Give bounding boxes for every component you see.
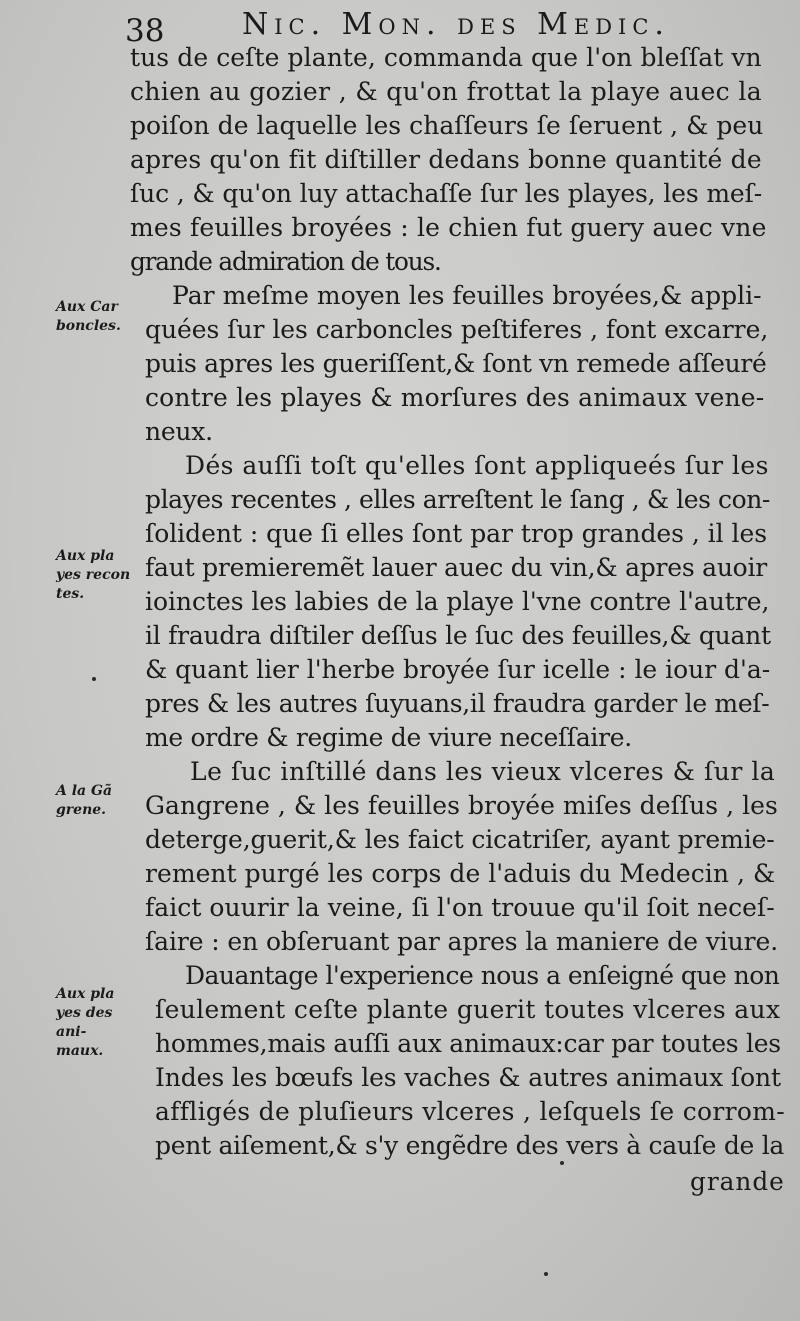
text-line: ſolident : que ſi elles ſont par trop grandes , il les xyxy=(145,519,767,548)
text-line: pent aiſement,& s'y engẽdre des vers à cauſe de la xyxy=(155,1131,785,1160)
marginal-note xyxy=(56,298,121,336)
ink-speck xyxy=(560,1161,564,1165)
text-line: quées ſur les carboncles peſtiferes , font excarre, xyxy=(145,315,769,344)
catchword: grande xyxy=(690,1167,785,1196)
marginal-note-line: Aux pla xyxy=(56,986,115,1002)
text-line: Le ſuc inſtillé dans les vieux vlceres & ſur la xyxy=(190,757,776,786)
marginal-note-line: Aux Car xyxy=(56,299,118,315)
ink-speck xyxy=(544,1272,548,1276)
text-line: deterge,guerit,& les faict cicatriſer, ayant premie- xyxy=(145,825,775,854)
marginal-note xyxy=(56,782,112,820)
marginal-note-line: ani- xyxy=(56,1024,87,1040)
text-line: pres & les autres ſuyuans,il fraudra garder le meſ- xyxy=(145,689,770,718)
text-line: playes recentes , elles arreſtent le ſang , & les con- xyxy=(145,485,770,514)
text-line: faict ouurir la veine, ſi l'on trouue qu'il ſoit neceſ- xyxy=(145,893,775,922)
text-line: ſuc , & qu'on luy attachaſſe ſur les playes, les meſ- xyxy=(130,179,763,208)
ink-speck xyxy=(92,677,96,681)
text-line: tus de ceſte plante, commanda que l'on bleſſat vn xyxy=(130,43,762,72)
text-line: me ordre & regime de viure neceſſaire. xyxy=(145,723,632,752)
marginal-note-line: yes des xyxy=(56,1005,113,1021)
text-line: mes feuilles broyées : le chien fut guery auec vne xyxy=(130,213,767,242)
text-line: apres qu'on fit diſtiller dedans bonne quantité de xyxy=(130,145,762,174)
text-line: grande admiration de tous. xyxy=(130,247,441,276)
marginal-note xyxy=(56,985,114,1061)
running-head: Nic. Mon. des Medic. xyxy=(242,7,670,42)
text-line: ioinctes les labies de la playe l'vne contre l'autre, xyxy=(145,587,770,616)
text-line: contre les playes & morſures des animaux vene- xyxy=(145,383,765,412)
text-line: chien au gozier , & qu'on frottat la playe auec la xyxy=(130,77,762,106)
marginal-note-line: boncles. xyxy=(56,318,121,334)
text-line: ſeulement ceſte plante guerit toutes vlceres aux xyxy=(155,995,781,1024)
text-line: & quant lier l'herbe broyée ſur icelle : le iour d'a- xyxy=(145,655,771,684)
text-line: Indes les bœufs les vaches & autres animaux ſont xyxy=(155,1063,781,1092)
text-line: faut premieremẽt lauer auec du vin,& apres auoir xyxy=(145,553,767,582)
text-line: il fraudra diſtiler deſſus le ſuc des feuilles,& quant xyxy=(145,621,771,650)
text-line: puis apres les gueriſſent,& ſont vn remede aſſeuré xyxy=(145,349,767,378)
marginal-note xyxy=(56,547,130,604)
text-line: Gangrene , & les feuilles broyée miſes deſſus , les xyxy=(145,791,778,820)
marginal-note-line: maux. xyxy=(56,1043,104,1059)
text-line: rement purgé les corps de l'aduis du Medecin , & xyxy=(145,859,776,888)
text-line: hommes,mais auſſi aux animaux:car par toutes les xyxy=(155,1029,781,1058)
marginal-note-line: yes recon xyxy=(56,567,131,583)
marginal-note-line: A la Gã xyxy=(56,783,113,799)
text-line: ſaire : en obſeruant par apres la maniere de viure. xyxy=(145,927,779,956)
text-line: neux. xyxy=(145,417,213,446)
page-number: 38 xyxy=(125,13,165,49)
text-line: Dés auſſi toſt qu'elles ſont appliqueés ſur les xyxy=(185,451,769,480)
text-line: affligés de pluſieurs vlceres , leſquels ſe corrom- xyxy=(155,1097,785,1126)
text-line: Par meſme moyen les feuilles broyées,& appli- xyxy=(172,281,762,310)
marginal-note-line: Aux pla xyxy=(56,548,115,564)
marginal-note-line: tes. xyxy=(56,586,85,602)
text-line: poiſon de laquelle les chaſſeurs ſe ſeruent , & peu xyxy=(130,111,764,140)
marginal-note-line: grene. xyxy=(56,802,107,818)
text-line: Dauantage l'experience nous a enſeigné que non xyxy=(185,961,780,990)
